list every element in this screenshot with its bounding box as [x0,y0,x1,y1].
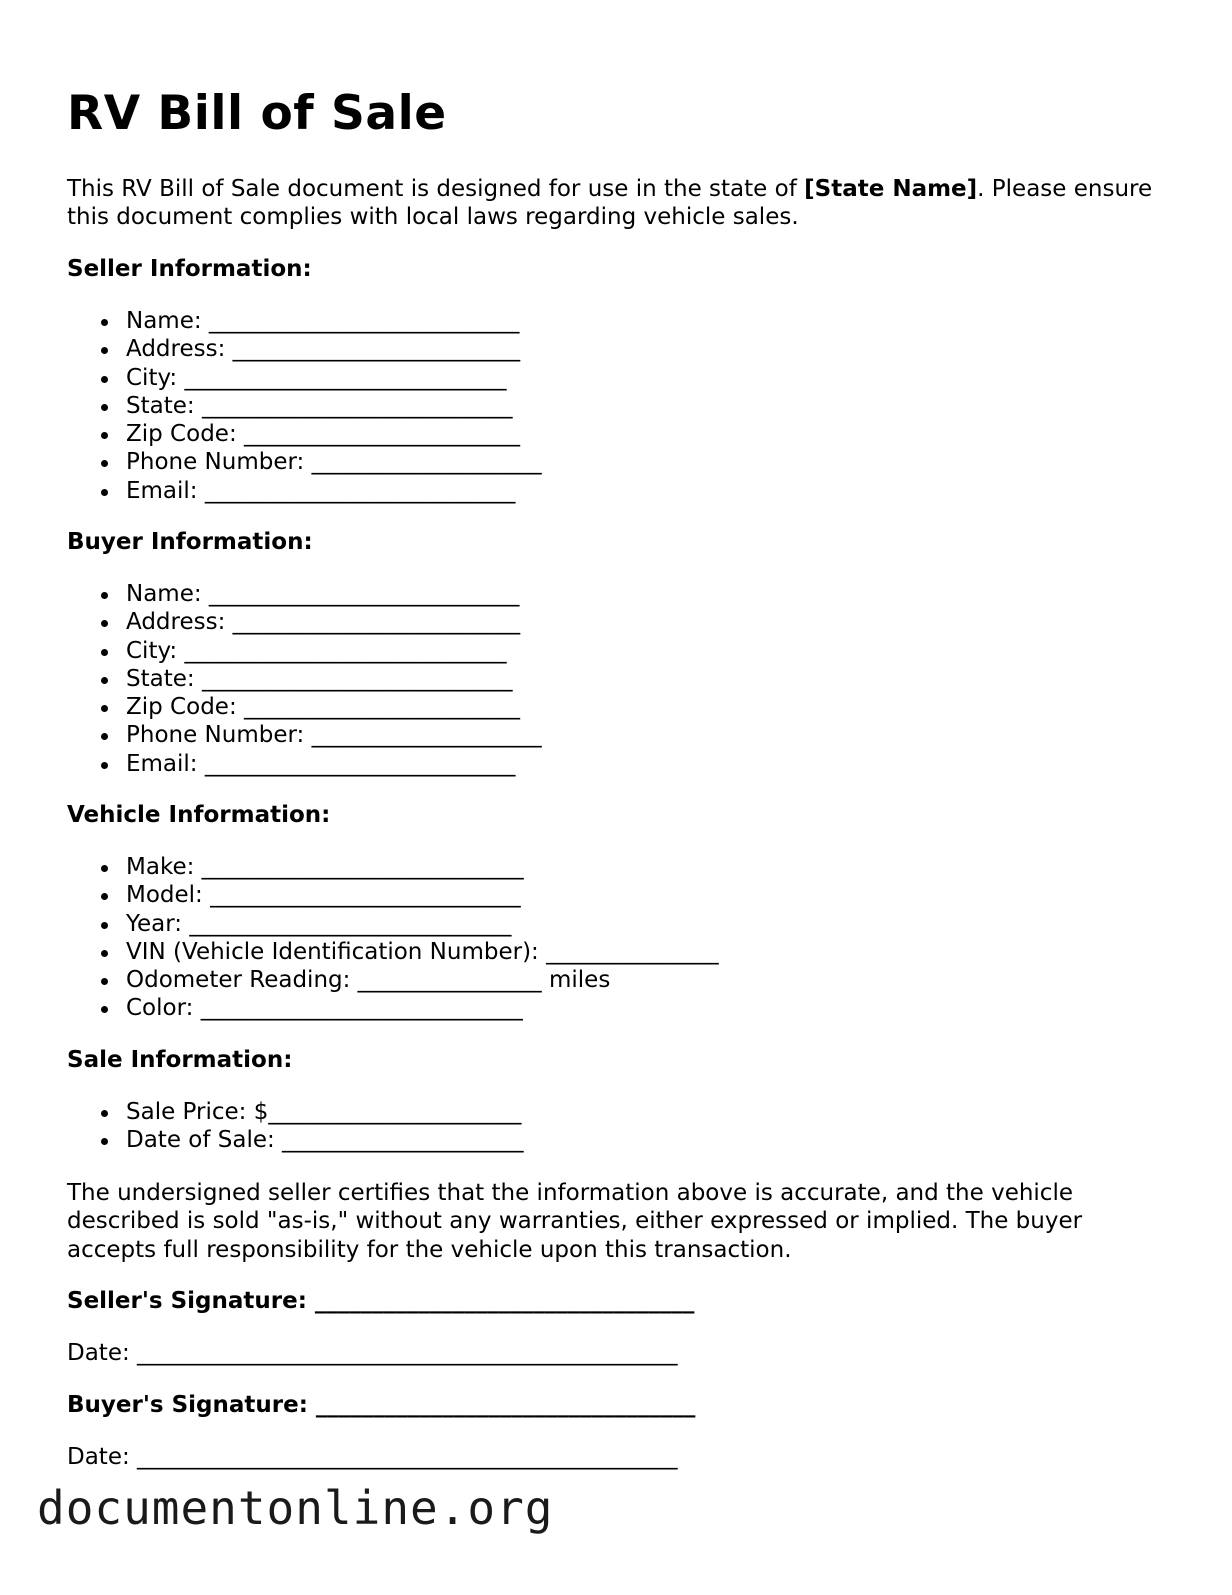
buyer-address-field[interactable]: Address: _________________________ [126,608,542,636]
buyer-heading: Buyer Information: [67,529,313,555]
certification-paragraph: The undersigned seller certifies that the information above is accurate, and the vehicle described is sold "as-is," without any warranties, either expressed or implied. The buyer accepts full responsibility for the vehicle upon this transaction. [67,1180,1083,1263]
seller-date-field[interactable]: Date: _______________________________________________ [67,1340,678,1366]
intro-paragraph [67,175,1167,231]
buyer-state-field[interactable]: State: ___________________________ [126,665,542,693]
sale-fields [67,1098,524,1155]
seller-name-field[interactable]: Name: ___________________________ [126,307,542,335]
vehicle-color-field[interactable]: Color: ____________________________ [126,994,719,1022]
page-title: RV Bill of Sale [67,86,447,141]
seller-signature-field[interactable]: Seller's Signature: _________________________________ [67,1288,695,1314]
vehicle-heading: Vehicle Information: [67,802,331,828]
vehicle-make-field[interactable]: Make: ____________________________ [126,853,719,881]
vehicle-model-field[interactable]: Model: ___________________________ [126,881,719,909]
buyer-date-field[interactable]: Date: _______________________________________________ [67,1444,678,1470]
state-name-placeholder: [State Name] [804,176,978,202]
buyer-name-field[interactable]: Name: ___________________________ [126,580,542,608]
buyer-email-field[interactable]: Email: ___________________________ [126,750,542,778]
vehicle-fields [67,853,719,1023]
intro-text-after: . Please ensure this document complies with local laws regarding vehicle sales. [67,176,1153,230]
sale-date-field[interactable]: Date of Sale: _____________________ [126,1127,524,1154]
seller-address-field[interactable]: Address: _________________________ [126,335,542,363]
vehicle-odometer-field[interactable]: Odometer Reading: ________________ miles [126,966,719,994]
buyer-zip-field[interactable]: Zip Code: ________________________ [126,693,542,721]
buyer-city-field[interactable]: City: ____________________________ [126,637,542,665]
intro-text-before: This RV Bill of Sale document is designed for use in the state of [67,176,805,202]
seller-state-field[interactable]: State: ___________________________ [126,392,542,420]
buyer-phone-field[interactable]: Phone Number: ____________________ [126,722,542,749]
buyer-signature-field[interactable]: Buyer's Signature: _________________________________ [67,1392,696,1418]
vehicle-year-field[interactable]: Year: ____________________________ [126,910,719,938]
sale-price-field[interactable]: Sale Price: $______________________ [126,1098,524,1126]
seller-fields [67,307,542,505]
buyer-fields [67,580,542,778]
seller-city-field[interactable]: City: ____________________________ [126,364,542,392]
seller-phone-field[interactable]: Phone Number: ____________________ [126,449,542,476]
watermark: documentonline.org [37,1481,554,1535]
seller-email-field[interactable]: Email: ___________________________ [126,477,542,505]
vehicle-vin-field[interactable]: VIN (Vehicle Identification Number): _______________ [126,938,719,965]
seller-zip-field[interactable]: Zip Code: ________________________ [126,420,542,448]
seller-heading: Seller Information: [67,256,312,282]
sale-heading: Sale Information: [67,1047,293,1073]
